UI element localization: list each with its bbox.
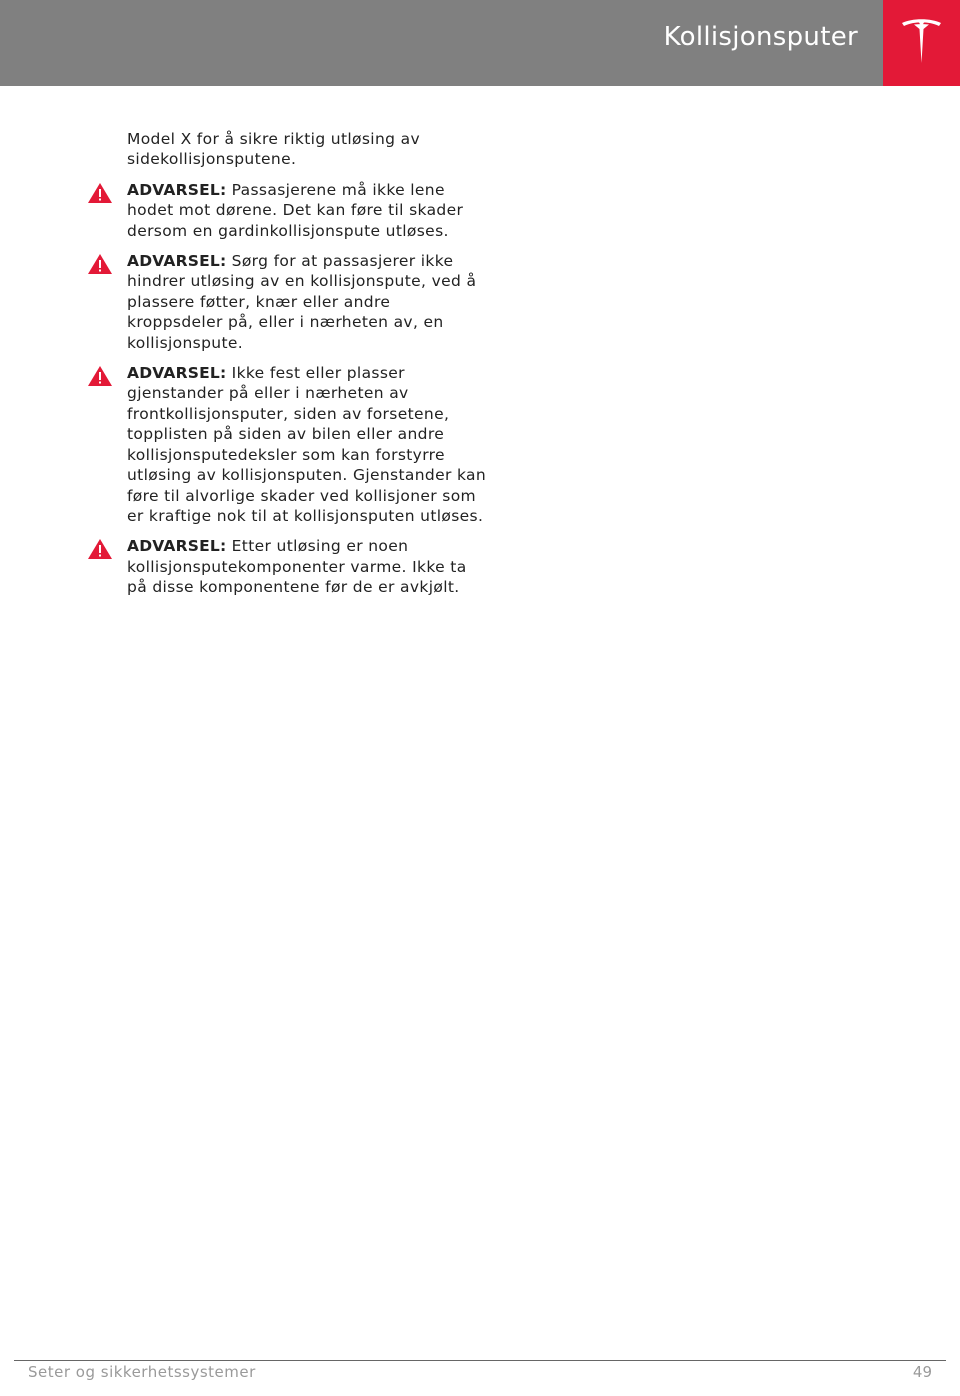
warning-label: ADVARSEL: (127, 364, 227, 383)
footer-section-title: Seter og sikkerhetssystemer (28, 1363, 256, 1381)
warning-triangle-icon (87, 538, 113, 560)
logo-box (883, 0, 960, 86)
warning-triangle-icon (87, 182, 113, 204)
warning-block (127, 363, 487, 526)
footer-divider (14, 1360, 946, 1361)
warning-label: ADVARSEL: (127, 180, 227, 199)
footer-page-number: 49 (912, 1363, 932, 1381)
warning-label: ADVARSEL: (127, 537, 227, 556)
main-content (127, 129, 487, 608)
warning-block (127, 536, 487, 597)
warning-block (127, 180, 487, 241)
page-title: Kollisjonsputer (663, 22, 858, 52)
warning-triangle-icon (87, 365, 113, 387)
tesla-logo-icon (900, 17, 943, 67)
warning-text: Etter utløsing er noen kollisjonsputekomponenter varme. Ikke ta på disse komponentene før de er avkjølt. (127, 537, 467, 597)
warning-text: Ikke fest eller plasser gjenstander på eller i nærheten av frontkollisjonsputer, siden av forsetene, topplisten på siden av bilen eller andre kollisjonsputedeksler som kan forstyrre utløsing av kollisjonsputen. Gjenstander kan føre til alvorlige skader ved kollisjoner som er kraftige nok til at kollisjonsputen utløses. (127, 364, 487, 525)
intro-paragraph: Model X for å sikre riktig utløsing av sidekollisjonsputene. (127, 130, 420, 169)
warning-label: ADVARSEL: (127, 252, 227, 271)
warning-text: Sørg for at passasjerer ikke hindrer utløsing av en kollisjonspute, ved å plassere føtter, knær eller andre kroppsdeler på, eller i nærheten av, en kollisjonspute. (127, 252, 477, 352)
warning-text: Passasjerene må ikke lene hodet mot dørene. Det kan føre til skader dersom en gardinkollisjonspute utløses. (127, 180, 464, 240)
warning-triangle-icon (87, 253, 113, 275)
page-header (0, 0, 960, 86)
warning-block (127, 251, 487, 353)
